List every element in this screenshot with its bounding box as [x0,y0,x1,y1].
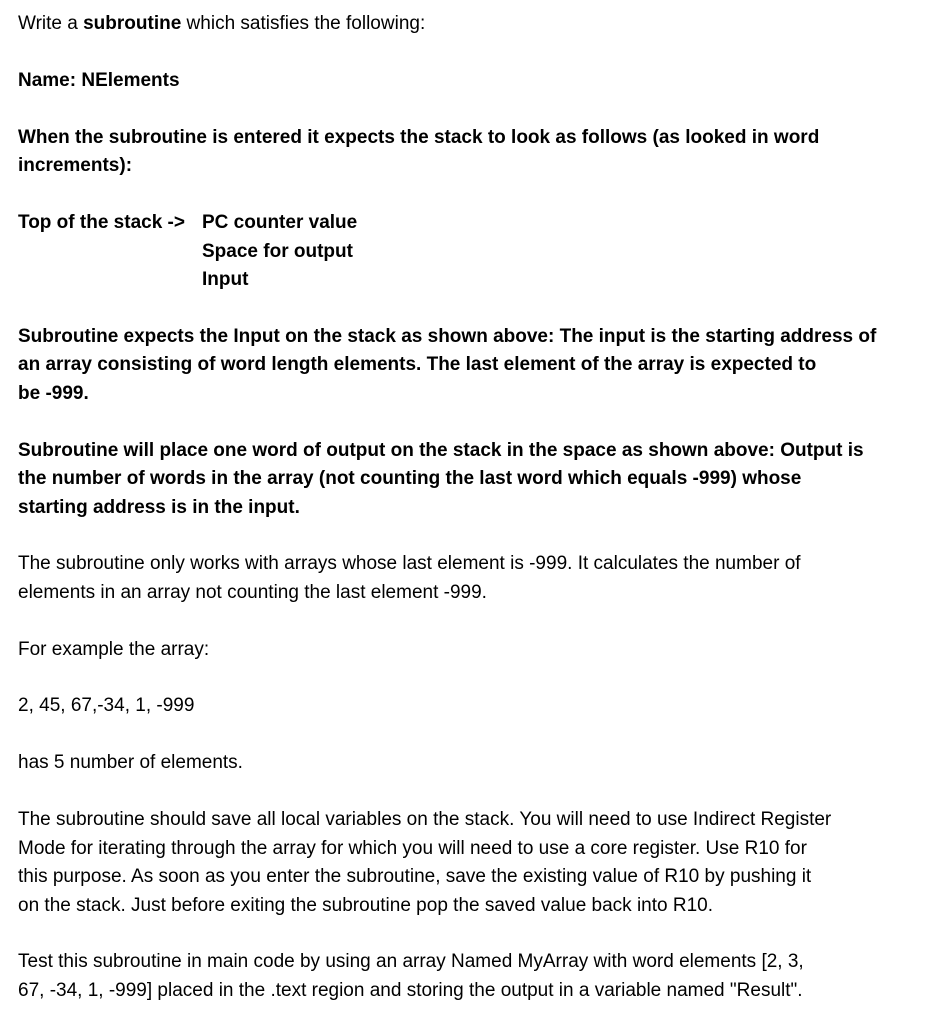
output-desc-2: the number of words in the array (not counting the last word which equals -999) whose [18,468,802,489]
intro-prefix: Write a [18,13,84,34]
test-desc-1: Test this subroutine in main code by using an array Named MyArray with word elements [2, 3, [18,951,804,972]
stack-top-label: Top of the stack -> [18,212,185,233]
stack-desc-1: When the subroutine is entered it expects the stack to look as follows (as looked in word [18,127,820,148]
subroutine-name: Name: NElements [18,70,180,91]
intro-line [18,10,425,38]
stack-item-input: Input [202,269,249,290]
output-desc-1: Subroutine will place one word of output on the stack in the space as shown above: Output is [18,440,864,461]
intro-suffix: which satisfies the following: [181,13,426,34]
test-desc-2: 67, -34, 1, -999] placed in the .text region and storing the output in a variable named "Result". [18,980,803,1001]
example-array: 2, 45, 67,-34, 1, -999 [18,695,195,716]
save-desc-3: this purpose. As soon as you enter the subroutine, save the existing value of R10 by pushing it [18,866,812,887]
works-desc-1: The subroutine only works with arrays whose last element is -999. It calculates the number of [18,553,801,574]
save-desc-1: The subroutine should save all local variables on the stack. You will need to use Indirect Register [18,809,832,830]
save-desc-4: on the stack. Just before exiting the subroutine pop the saved value back into R10. [18,895,713,916]
save-desc-2: Mode for iterating through the array for which you will need to use a core register. Use R10 for [18,838,807,859]
input-desc-3: be -999. [18,383,89,404]
stack-item-pc: PC counter value [202,212,358,233]
example-intro: For example the array: [18,639,210,660]
works-desc-2: elements in an array not counting the last element -999. [18,582,487,603]
stack-desc-2: increments): [18,155,133,176]
input-desc-2: an array consisting of word length elements. The last element of the array is expected to [18,354,817,375]
intro-bold: subroutine [83,13,182,34]
input-desc-1: Subroutine expects the Input on the stack as shown above: The input is the starting address of [18,326,877,347]
example-result: has 5 number of elements. [18,752,243,773]
stack-item-output: Space for output [202,241,353,262]
output-desc-3: starting address is in the input. [18,497,300,518]
